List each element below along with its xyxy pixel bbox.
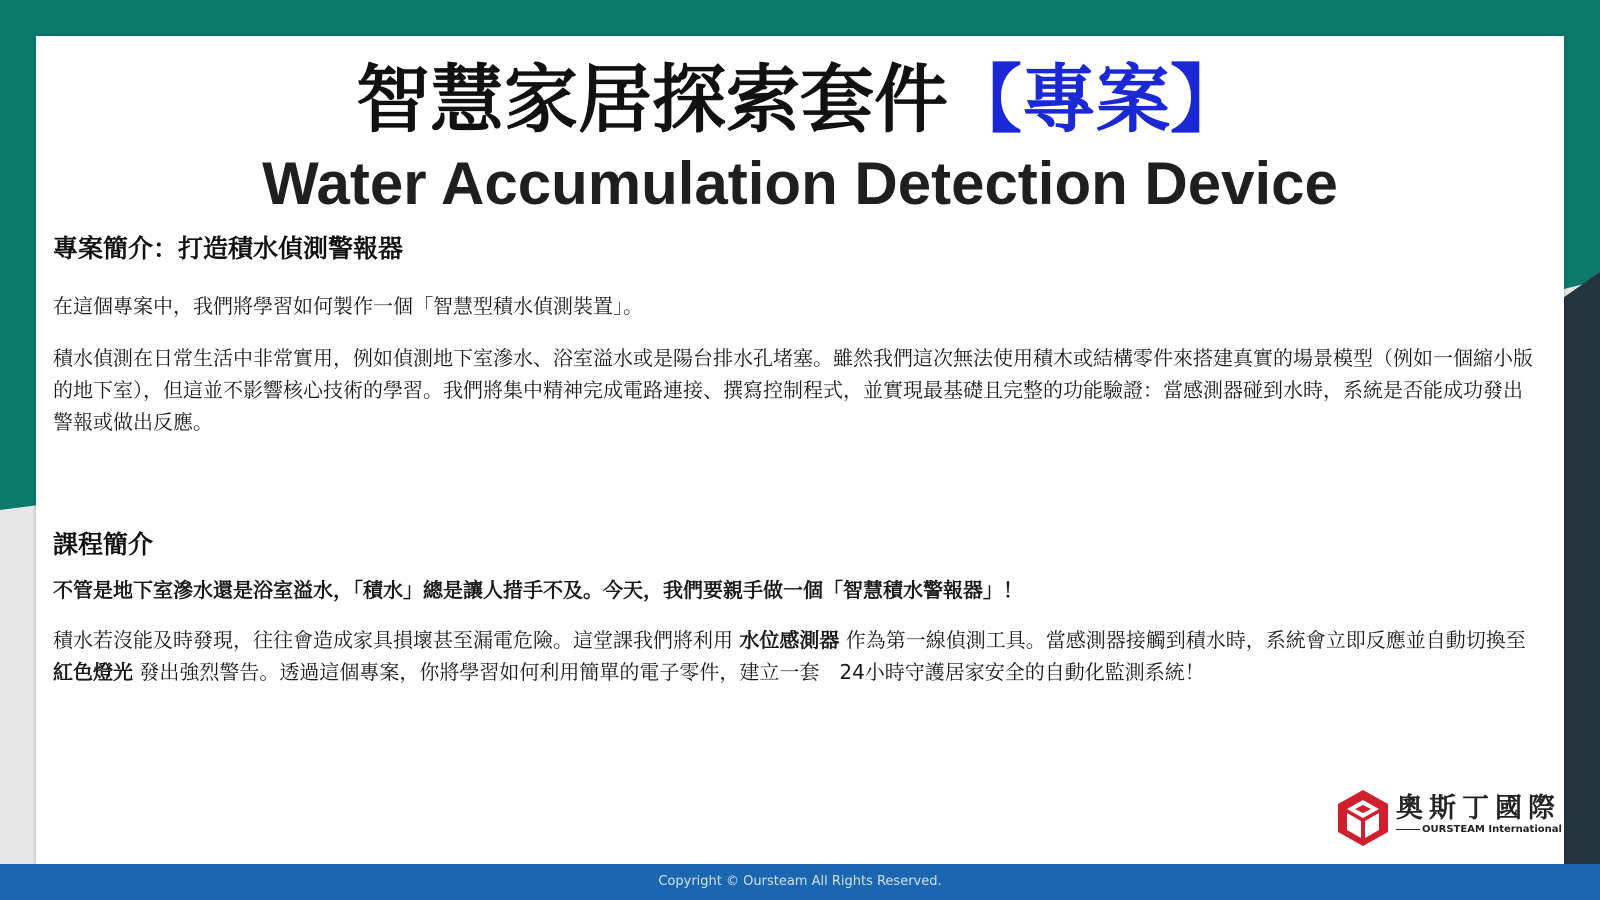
- course-body-text-3: 發出強烈警告。透過這個專案，你將學習如何利用簡單的電子零件，建立一套 24小時守護居家安全的自動化監測系統！: [133, 660, 1205, 684]
- logo-name-zh: 奧斯丁國際: [1396, 793, 1561, 824]
- title-main: 智慧家居探索套件: [356, 57, 948, 143]
- course-lead-paragraph: 不管是地下室滲水還是浴室溢水，「積水」總是讓人措手不及。今天，我們要親手做一個「智慧積水警報器」！: [53, 578, 1023, 602]
- page-title: [36, 58, 1564, 143]
- course-body-bold-red-light: 紅色燈光: [53, 660, 133, 684]
- background-dark-band: [1560, 272, 1600, 900]
- footer-copyright: Copyright © Oursteam All Rights Reserved.: [0, 864, 1600, 900]
- course-body-text-2: 作為第一線偵測工具。當感測器接觸到積水時，系統會立即反應並自動切換至: [839, 628, 1526, 652]
- course-body-bold-sensor: 水位感測器: [739, 628, 840, 652]
- logo-name-en: [1396, 824, 1562, 835]
- logo-dash: [1396, 829, 1420, 830]
- project-intro-paragraph: 在這個專案中，我們將學習如何製作一個「智慧型積水偵測裝置」。: [53, 294, 643, 318]
- logo-name-en-text: OURSTEAM International: [1422, 824, 1562, 835]
- section-heading-project: 專案簡介：打造積水偵測警報器: [53, 234, 404, 263]
- project-detail-paragraph: 積水偵測在日常生活中非常實用，例如偵測地下室滲水、浴室溢水或是陽台排水孔堵塞。雖然我們這次無法使用積木或結構零件來搭建真實的場景模型（例如一個縮小版的地下室），但這並不影響核心技術的學習。我們將集中精神完成電路連接、撰寫控制程式，並實現最基礎且完整的功能驗證：當感測器碰到水時，系統是否能成功發出警報或做出反應。: [53, 346, 1533, 434]
- cube-logo-icon: [1336, 788, 1390, 848]
- course-body-text-1: 積水若沒能及時發現，往往會造成家具損壞甚至漏電危險。這堂課我們將利用: [53, 628, 740, 652]
- section-heading-course: 課程簡介: [53, 530, 154, 559]
- title-accent: 【專案】: [948, 57, 1244, 143]
- page-subtitle: Water Accumulation Detection Device: [262, 150, 1338, 217]
- company-logo: [1336, 786, 1562, 850]
- course-body-paragraph: [53, 624, 1533, 688]
- content-card: [36, 36, 1564, 864]
